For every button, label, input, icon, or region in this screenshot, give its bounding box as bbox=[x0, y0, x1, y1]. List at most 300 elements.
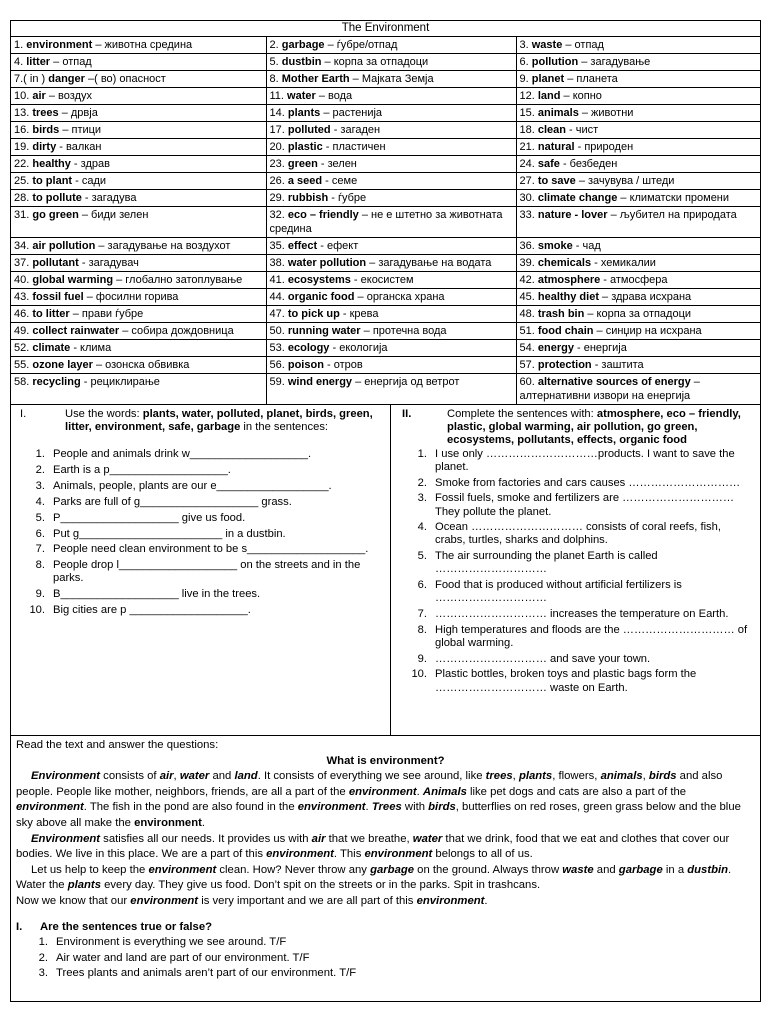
vocab-number: 57. bbox=[519, 359, 535, 371]
vocab-translation: - пластичен bbox=[322, 141, 386, 153]
item-number: 4. bbox=[417, 521, 427, 534]
vocab-translation: –( во) опасност bbox=[84, 73, 166, 85]
keyword: animals bbox=[600, 770, 643, 783]
list-item bbox=[17, 604, 384, 617]
vocab-number: 49. bbox=[14, 325, 30, 337]
vocab-cell bbox=[11, 272, 266, 289]
vocab-word: dirty bbox=[32, 141, 57, 153]
vocab-cell bbox=[11, 122, 266, 139]
item-number: 3. bbox=[35, 480, 45, 493]
keyword: water bbox=[179, 770, 210, 783]
item-number: 2. bbox=[417, 476, 427, 489]
text-segment: , bbox=[173, 770, 180, 783]
vocab-cell bbox=[11, 54, 266, 71]
vocab-word: to plant bbox=[32, 175, 73, 187]
text-segment: . This bbox=[333, 848, 365, 861]
vocab-cell bbox=[516, 323, 760, 340]
keyword: garbage bbox=[370, 863, 415, 876]
vocab-word: energy bbox=[537, 342, 574, 354]
vocab-word: rubbish bbox=[287, 192, 329, 204]
vocab-row bbox=[11, 357, 760, 374]
vocab-cell bbox=[266, 289, 516, 306]
vocab-translation: - ефект bbox=[317, 240, 359, 252]
vocab-translation: – животна средина bbox=[92, 39, 193, 51]
vocab-translation: - ѓубре bbox=[328, 192, 367, 204]
vocab-number: 7.( in ) bbox=[14, 73, 46, 85]
list-item bbox=[399, 668, 754, 694]
keyword: environment bbox=[130, 894, 199, 907]
vocab-number: 36. bbox=[519, 240, 535, 252]
exercise-number: II. bbox=[402, 408, 412, 420]
vocab-cell bbox=[266, 139, 516, 156]
vocab-number: 17. bbox=[269, 124, 285, 136]
vocab-translation: - природен bbox=[574, 141, 634, 153]
item-text: ………………………… increases the temperature on Earth. bbox=[435, 608, 729, 621]
vocab-word: birds bbox=[32, 124, 60, 136]
vocab-cell bbox=[11, 255, 266, 272]
reading-paragraph bbox=[16, 894, 755, 910]
item-text: Big cities are p ___________________. bbox=[53, 603, 251, 616]
vocab-word: alternative sources of energy bbox=[537, 376, 691, 388]
item-text: Food that is produced without artificial fertilizers is ………………………… bbox=[435, 579, 682, 605]
vocab-cell bbox=[266, 190, 516, 207]
vocab-number: 54. bbox=[519, 342, 535, 354]
vocab-translation: – биди зелен bbox=[78, 209, 149, 221]
vocab-translation: - рециклирање bbox=[80, 376, 160, 388]
vocab-cell bbox=[516, 173, 760, 190]
vocab-translation: - отров bbox=[323, 359, 363, 371]
true-false-section bbox=[16, 920, 755, 982]
item-text: People and animals drink w___________________. bbox=[53, 448, 312, 461]
vocab-row bbox=[11, 139, 760, 156]
vocab-word: fossil fuel bbox=[32, 291, 84, 303]
item-text: Fossil fuels, smoke and fertilizers are ………………………… They pollute the planet. bbox=[435, 492, 735, 518]
vocab-translation: – загадување bbox=[578, 56, 651, 68]
item-number: 2. bbox=[35, 464, 45, 477]
text-segment: . bbox=[201, 816, 205, 829]
vocab-translation: – загадување на водата bbox=[366, 257, 492, 269]
item-text: The air surrounding the planet Earth is called ………………………… bbox=[435, 550, 658, 576]
vocab-word: nature - lover bbox=[537, 209, 608, 221]
vocab-number: 40. bbox=[14, 274, 30, 286]
list-item bbox=[17, 559, 384, 585]
vocab-row bbox=[11, 190, 760, 207]
vocab-cell bbox=[516, 255, 760, 272]
reading-paragraph bbox=[16, 832, 755, 863]
vocab-cell bbox=[516, 122, 760, 139]
vocab-number: 5. bbox=[269, 56, 279, 68]
vocab-word: land bbox=[537, 90, 561, 102]
keyword: trees bbox=[485, 770, 513, 783]
vocab-number: 43. bbox=[14, 291, 30, 303]
text-segment: , flowers, bbox=[552, 770, 601, 783]
list-item bbox=[17, 543, 384, 556]
reading-section bbox=[11, 736, 760, 982]
vocab-number: 8. bbox=[269, 73, 279, 85]
vocab-translation: – животни bbox=[578, 107, 634, 119]
vocab-translation: - загадувач bbox=[78, 257, 139, 269]
vocab-word: wind energy bbox=[287, 376, 353, 388]
reading-title: What is environment? bbox=[326, 754, 445, 767]
vocab-word: atmosphere bbox=[537, 274, 601, 286]
vocab-cell bbox=[266, 156, 516, 173]
vocab-word: natural bbox=[537, 141, 575, 153]
reading-paragraph bbox=[16, 863, 755, 894]
vocab-word: go green bbox=[32, 209, 79, 221]
vocab-cell bbox=[11, 37, 266, 54]
vocab-number: 46. bbox=[14, 308, 30, 320]
vocab-word: clean bbox=[537, 124, 566, 136]
item-number: 4. bbox=[35, 495, 45, 508]
vocab-number: 3. bbox=[519, 39, 529, 51]
vocab-word: organic food bbox=[287, 291, 355, 303]
vocab-cell bbox=[266, 37, 516, 54]
exercise-one-list bbox=[17, 448, 384, 617]
vocab-cell bbox=[11, 71, 266, 88]
vocab-number: 42. bbox=[519, 274, 535, 286]
vocab-word: ozone layer bbox=[32, 359, 93, 371]
vocab-number: 15. bbox=[519, 107, 535, 119]
vocab-cell bbox=[266, 122, 516, 139]
text-segment: Now we know that our bbox=[16, 894, 131, 907]
vocab-number: 2. bbox=[269, 39, 279, 51]
vocab-cell bbox=[516, 340, 760, 357]
vocab-number: 23. bbox=[269, 158, 285, 170]
vocab-row bbox=[11, 238, 760, 255]
vocab-translation: - чист bbox=[566, 124, 599, 136]
vocab-word: air pollution bbox=[32, 240, 96, 252]
keyword: plants bbox=[518, 770, 553, 783]
text-segment: and bbox=[209, 770, 235, 783]
worksheet-title: The Environment bbox=[11, 21, 760, 37]
keyword: plants bbox=[67, 879, 101, 892]
keyword: Animals bbox=[422, 785, 467, 798]
vocab-translation: – растенија bbox=[320, 107, 383, 119]
vocab-row bbox=[11, 156, 760, 173]
vocab-word: climate change bbox=[537, 192, 618, 204]
vocab-translation: - екологија bbox=[329, 342, 388, 354]
text-segment: that we drink, food that we eat and clothes that cover our bodies. We live in this place. We are a part of this bbox=[16, 832, 730, 861]
keyword: environment bbox=[266, 848, 334, 861]
list-item bbox=[399, 521, 754, 547]
vocab-word: poison bbox=[287, 359, 324, 371]
true-false-list bbox=[16, 935, 755, 982]
vocab-cell bbox=[11, 139, 266, 156]
vocab-word: waste bbox=[531, 39, 563, 51]
vocab-word: a seed bbox=[287, 175, 323, 187]
vocab-translation: – ѓубре/отпад bbox=[324, 39, 398, 51]
vocab-word: polluted bbox=[287, 124, 331, 136]
vocab-number: 16. bbox=[14, 124, 30, 136]
exercise-two bbox=[391, 405, 760, 735]
text-segment: Let us help to keep the bbox=[31, 863, 149, 876]
item-text: Animals, people, plants are our e__________________. bbox=[53, 480, 332, 493]
text-segment: . Water the bbox=[16, 863, 732, 892]
vocab-cell bbox=[266, 272, 516, 289]
vocab-number: 20. bbox=[269, 141, 285, 153]
item-number: 9. bbox=[35, 588, 45, 601]
vocab-translation: - загадува bbox=[81, 192, 137, 204]
vocab-cell bbox=[11, 190, 266, 207]
item-number: 6. bbox=[417, 579, 427, 592]
keyword: Trees bbox=[371, 801, 402, 814]
exercise-instruction: Complete the sentences with: atmosphere, eco – friendly, plastic, global warming, air pollution, go green, ecosystems, pollutants, effects, organic food bbox=[447, 408, 741, 447]
vocab-cell bbox=[516, 272, 760, 289]
vocab-cell bbox=[11, 207, 266, 238]
list-item bbox=[399, 492, 754, 518]
vocab-word: air bbox=[32, 90, 46, 102]
vocab-word: healthy bbox=[32, 158, 71, 170]
vocab-number: 32. bbox=[269, 209, 285, 221]
vocab-word: to pollute bbox=[32, 192, 82, 204]
text-segment: , bbox=[512, 770, 519, 783]
vocab-word: water pollution bbox=[287, 257, 367, 269]
list-item bbox=[399, 653, 754, 666]
vocab-row bbox=[11, 37, 760, 54]
vocab-word: healthy diet bbox=[537, 291, 599, 303]
vocab-number: 60. bbox=[519, 376, 535, 388]
vocab-cell bbox=[266, 54, 516, 71]
vocab-translation: – фосилни горива bbox=[83, 291, 179, 303]
vocab-number: 31. bbox=[14, 209, 30, 221]
text-segment: consists of bbox=[100, 770, 160, 783]
vocab-word: Mother Earth bbox=[281, 73, 350, 85]
vocab-cell bbox=[516, 71, 760, 88]
text-segment: . bbox=[416, 785, 423, 798]
vocab-number: 22. bbox=[14, 158, 30, 170]
text-segment: on the ground. Always throw bbox=[414, 863, 563, 876]
vocab-translation: – корпа за отпадоци bbox=[584, 308, 692, 320]
text-segment: and also people. People like mother, neighbors, friends, are all a part of the bbox=[16, 770, 723, 798]
item-text: Put g_______________________ in a dustbin. bbox=[53, 527, 286, 540]
vocab-cell bbox=[11, 289, 266, 306]
vocab-word: animals bbox=[537, 107, 579, 119]
vocab-translation: – климатски промени bbox=[617, 192, 730, 204]
vocab-word: to pick up bbox=[287, 308, 340, 320]
item-number: 1. bbox=[35, 448, 45, 461]
text-segment: like pet dogs and cats are also a part of the bbox=[466, 785, 687, 798]
list-item bbox=[399, 579, 754, 605]
vocab-translation: – корпа за отпадоци bbox=[321, 56, 429, 68]
exercise-instruction: Use the words: plants, water, polluted, planet, birds, green, litter, environment, safe, garbage in the sentences: bbox=[65, 408, 373, 434]
vocab-number: 50. bbox=[269, 325, 285, 337]
vocab-cell bbox=[266, 306, 516, 323]
vocab-word: ecology bbox=[287, 342, 330, 354]
vocab-translation: – вода bbox=[315, 90, 353, 102]
exercise-two-list bbox=[399, 448, 754, 695]
vocab-translation: – не е штетно за животната средина bbox=[269, 209, 503, 235]
vocab-number: 44. bbox=[269, 291, 285, 303]
item-number: 3. bbox=[38, 967, 48, 980]
list-item bbox=[17, 512, 384, 525]
section-number: I. bbox=[16, 920, 23, 933]
item-number: 2. bbox=[38, 951, 48, 964]
vocabulary-table bbox=[11, 37, 760, 405]
keyword: environment bbox=[148, 863, 217, 876]
vocab-translation: - крева bbox=[339, 308, 379, 320]
item-number: 1. bbox=[417, 447, 427, 460]
vocab-number: 26. bbox=[269, 175, 285, 187]
item-text: Earth is a p___________________. bbox=[53, 464, 231, 477]
vocab-word: planet bbox=[531, 73, 565, 85]
vocab-number: 38. bbox=[269, 257, 285, 269]
vocab-number: 45. bbox=[519, 291, 535, 303]
vocab-cell bbox=[516, 374, 760, 405]
vocab-cell bbox=[266, 374, 516, 405]
list-item bbox=[399, 448, 754, 474]
vocab-number: 51. bbox=[519, 325, 535, 337]
vocab-word: running water bbox=[287, 325, 361, 337]
keyword: environment bbox=[134, 816, 202, 829]
vocab-word: to litter bbox=[32, 308, 70, 320]
vocab-number: 52. bbox=[14, 342, 30, 354]
vocab-row bbox=[11, 173, 760, 190]
vocab-cell bbox=[11, 173, 266, 190]
vocab-translation: - хемикалии bbox=[591, 257, 656, 269]
vocab-cell bbox=[11, 340, 266, 357]
vocab-word: ecosystems bbox=[287, 274, 351, 286]
keyword: birds bbox=[648, 770, 677, 783]
exercise-number: I. bbox=[20, 408, 27, 420]
text-segment: and bbox=[593, 863, 619, 876]
vocab-cell bbox=[266, 207, 516, 238]
vocab-word: to save bbox=[537, 175, 576, 187]
vocab-word: trees bbox=[32, 107, 59, 119]
text-segment: . It consists of everything we see around, like bbox=[257, 770, 486, 783]
vocab-cell bbox=[516, 207, 760, 238]
vocab-word: plastic bbox=[287, 141, 323, 153]
vocab-row bbox=[11, 272, 760, 289]
word-bank: atmosphere, eco – friendly, plastic, global warming, air pollution, go green, ecosystems, pollutants, effects, organic food bbox=[447, 408, 741, 447]
vocab-translation: – зачувува / штеди bbox=[575, 175, 675, 187]
vocab-translation: – глобално затоплување bbox=[113, 274, 243, 286]
vocab-translation: - сади bbox=[72, 175, 107, 187]
vocab-cell bbox=[11, 374, 266, 405]
vocab-word: pollutant bbox=[32, 257, 79, 269]
vocab-number: 27. bbox=[519, 175, 535, 187]
list-item bbox=[399, 608, 754, 621]
vocab-number: 10. bbox=[14, 90, 30, 102]
vocab-number: 34. bbox=[14, 240, 30, 252]
vocab-row bbox=[11, 255, 760, 272]
vocab-row bbox=[11, 340, 760, 357]
item-text: People need clean environment to be s___________________. bbox=[53, 543, 369, 556]
keyword: environment bbox=[364, 848, 433, 861]
vocab-cell bbox=[11, 306, 266, 323]
vocab-translation: – отпад bbox=[50, 56, 92, 68]
vocab-translation: - заштита bbox=[591, 359, 644, 371]
vocab-row bbox=[11, 289, 760, 306]
item-number: 5. bbox=[35, 511, 45, 524]
vocab-translation: – протечна вода bbox=[360, 325, 447, 337]
keyword: environment bbox=[416, 894, 485, 907]
vocab-number: 14. bbox=[269, 107, 285, 119]
vocab-translation: – прави ѓубре bbox=[69, 308, 144, 320]
keyword: air bbox=[311, 832, 326, 845]
vocab-cell bbox=[266, 105, 516, 122]
vocab-row bbox=[11, 374, 760, 405]
vocab-translation: – енергија од ветрот bbox=[352, 376, 460, 388]
item-number: 1. bbox=[38, 936, 48, 949]
vocab-number: 21. bbox=[519, 141, 535, 153]
vocab-cell bbox=[516, 156, 760, 173]
vocab-cell bbox=[266, 357, 516, 374]
vocab-number: 59. bbox=[269, 376, 285, 388]
item-number: 5. bbox=[417, 550, 427, 563]
vocab-number: 29. bbox=[269, 192, 285, 204]
list-item bbox=[399, 550, 754, 576]
vocab-cell bbox=[516, 289, 760, 306]
text-segment: , butterflies on red roses, green grass below and the blue sky above all make the bbox=[16, 801, 741, 829]
vocab-word: chemicals bbox=[537, 257, 592, 269]
vocab-cell bbox=[266, 340, 516, 357]
vocab-row bbox=[11, 54, 760, 71]
vocab-cell bbox=[11, 357, 266, 374]
vocab-cell bbox=[516, 37, 760, 54]
text-segment: clean. How? Never throw any bbox=[216, 863, 371, 876]
vocab-word: water bbox=[287, 90, 316, 102]
vocab-cell bbox=[266, 238, 516, 255]
vocab-word: green bbox=[287, 158, 318, 170]
vocab-cell bbox=[266, 88, 516, 105]
keyword: water bbox=[412, 832, 443, 845]
vocab-translation: - енергија bbox=[573, 342, 627, 354]
vocab-word: litter bbox=[26, 56, 51, 68]
vocab-number: 56. bbox=[269, 359, 285, 371]
vocab-word: global warming bbox=[32, 274, 114, 286]
vocab-row bbox=[11, 122, 760, 139]
vocab-cell bbox=[516, 88, 760, 105]
vocab-word: climate bbox=[32, 342, 71, 354]
vocab-translation: – Мајката Земја bbox=[349, 73, 434, 85]
text-segment: every day. They give us food. Don’t spit on the streets or in the parks. Spit in trashcans. bbox=[100, 879, 541, 892]
worksheet bbox=[10, 20, 761, 1002]
vocab-translation: - атмосфера bbox=[600, 274, 668, 286]
vocab-row bbox=[11, 306, 760, 323]
item-text: Trees plants and animals aren’t part of our environment. T/F bbox=[56, 967, 357, 980]
vocab-number: 53. bbox=[269, 342, 285, 354]
text-segment: belongs to all of us. bbox=[432, 848, 533, 861]
vocab-translation: - здрав bbox=[70, 158, 110, 170]
text-segment: in a bbox=[662, 863, 688, 876]
keyword: garbage bbox=[618, 863, 663, 876]
vocab-row bbox=[11, 88, 760, 105]
vocab-number: 58. bbox=[14, 376, 30, 388]
vocab-word: smoke bbox=[537, 240, 573, 252]
vocab-number: 13. bbox=[14, 107, 30, 119]
item-number: 10. bbox=[29, 603, 45, 616]
vocab-cell bbox=[11, 156, 266, 173]
vocab-number: 6. bbox=[519, 56, 529, 68]
vocab-word: eco – friendly bbox=[287, 209, 359, 221]
vocab-number: 19. bbox=[14, 141, 30, 153]
vocab-word: recycling bbox=[32, 376, 81, 388]
vocab-number: 1. bbox=[14, 39, 24, 51]
vocab-translation: - загаден bbox=[330, 124, 381, 136]
vocab-cell bbox=[516, 139, 760, 156]
vocab-number: 24. bbox=[519, 158, 535, 170]
keyword: environment bbox=[348, 785, 417, 798]
list-item bbox=[17, 464, 384, 477]
vocab-translation: – загадување на воздухот bbox=[95, 240, 231, 252]
vocab-word: protection bbox=[537, 359, 592, 371]
keyword: Environment bbox=[31, 770, 101, 783]
vocab-translation: – синџир на исхрана bbox=[593, 325, 702, 337]
item-number: 8. bbox=[35, 559, 45, 572]
vocab-translation: - екосистем bbox=[350, 274, 414, 286]
vocab-number: 9. bbox=[519, 73, 529, 85]
item-text: B___________________ live in the trees. bbox=[53, 588, 261, 601]
